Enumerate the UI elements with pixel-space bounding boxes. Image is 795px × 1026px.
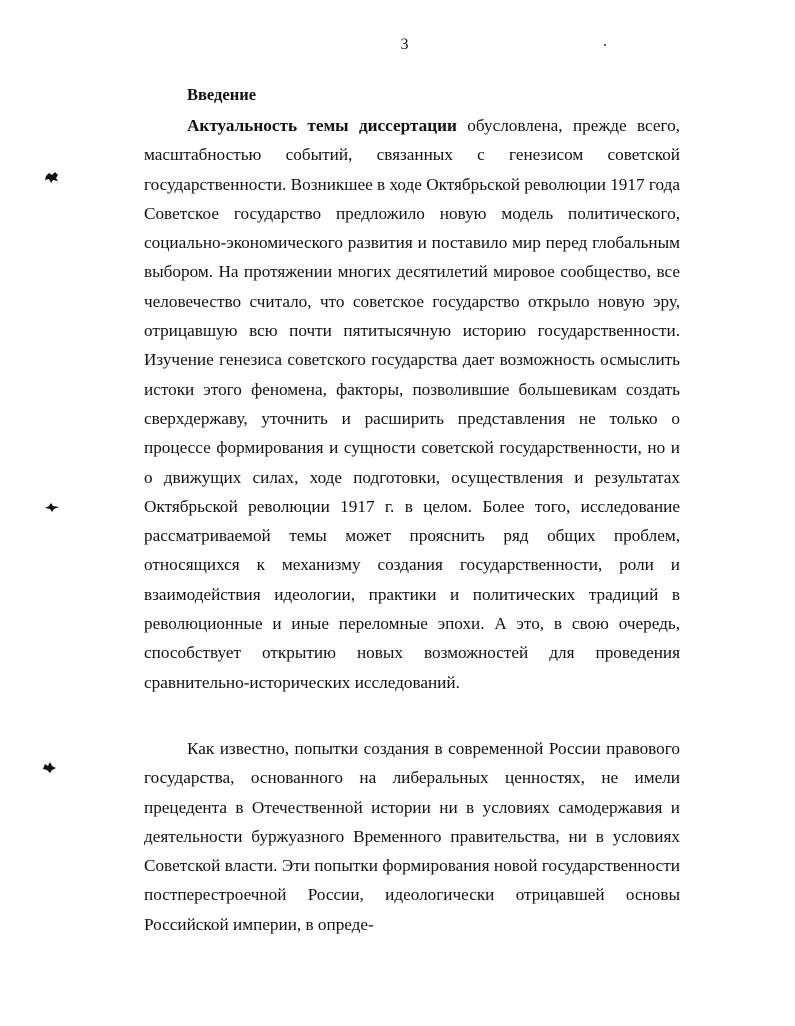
- margin-blot-icon: [44, 500, 60, 514]
- paragraph-1-lead: Актуальность темы диссертации: [187, 116, 457, 135]
- paragraph-1-text: обусловлена, прежде всего, масштабностью событий, связанных с генезисом советской государственности. Возникшее в ходе Октябрьской революции 1917 года Советское государство предложило новую модель политического, социально-экономического развития и поставило мир перед глобальным выбором. На протяжении многих десятилетий мировое сообщество, все человечество считало, что советское государство открыло новую эру, отрицавшую всю почти пятитысячную историю государственности. Изучение генезиса советского государства дает возможность осмыслить истоки этого феномена, факторы, позволившие большевикам создать сверхдержаву, уточнить и расширить представления не только о процессе формирования и сущности советской государственности, но и о движущих силах, ходе подготовки, осуществления и результатах Октябрьской революции 1917 г. в целом. Более того, исследование рассматриваемой темы может прояснить ряд общих проблем, относящихся к механизму создания государственности, роли и взаимодействия идеологии, практики и политических традиций в революционные и иные переломные эпохи. А это, в свою очередь, способствует открытию новых возможностей для проведения сравнительно-исторических исследований.: [144, 116, 680, 692]
- margin-blot-icon: [44, 170, 60, 184]
- scan-speck: [604, 44, 606, 46]
- margin-blot-icon: [41, 760, 57, 774]
- paragraph-2: Как известно, попытки создания в современной России правового государства, основанного на либеральных ценностях, не имели прецедента в Отечественной истории ни в условиях самодержавия и деятельности буржуазного Временного правительства, ни в условиях Советской власти. Эти попытки формирования новой государственности постперестроечной России, идеологически отрицавшей основы Российской империи, в опреде-: [144, 739, 680, 934]
- paragraph-1: [144, 111, 680, 697]
- page-number: 3: [400, 36, 409, 53]
- section-heading: Введение: [187, 85, 257, 104]
